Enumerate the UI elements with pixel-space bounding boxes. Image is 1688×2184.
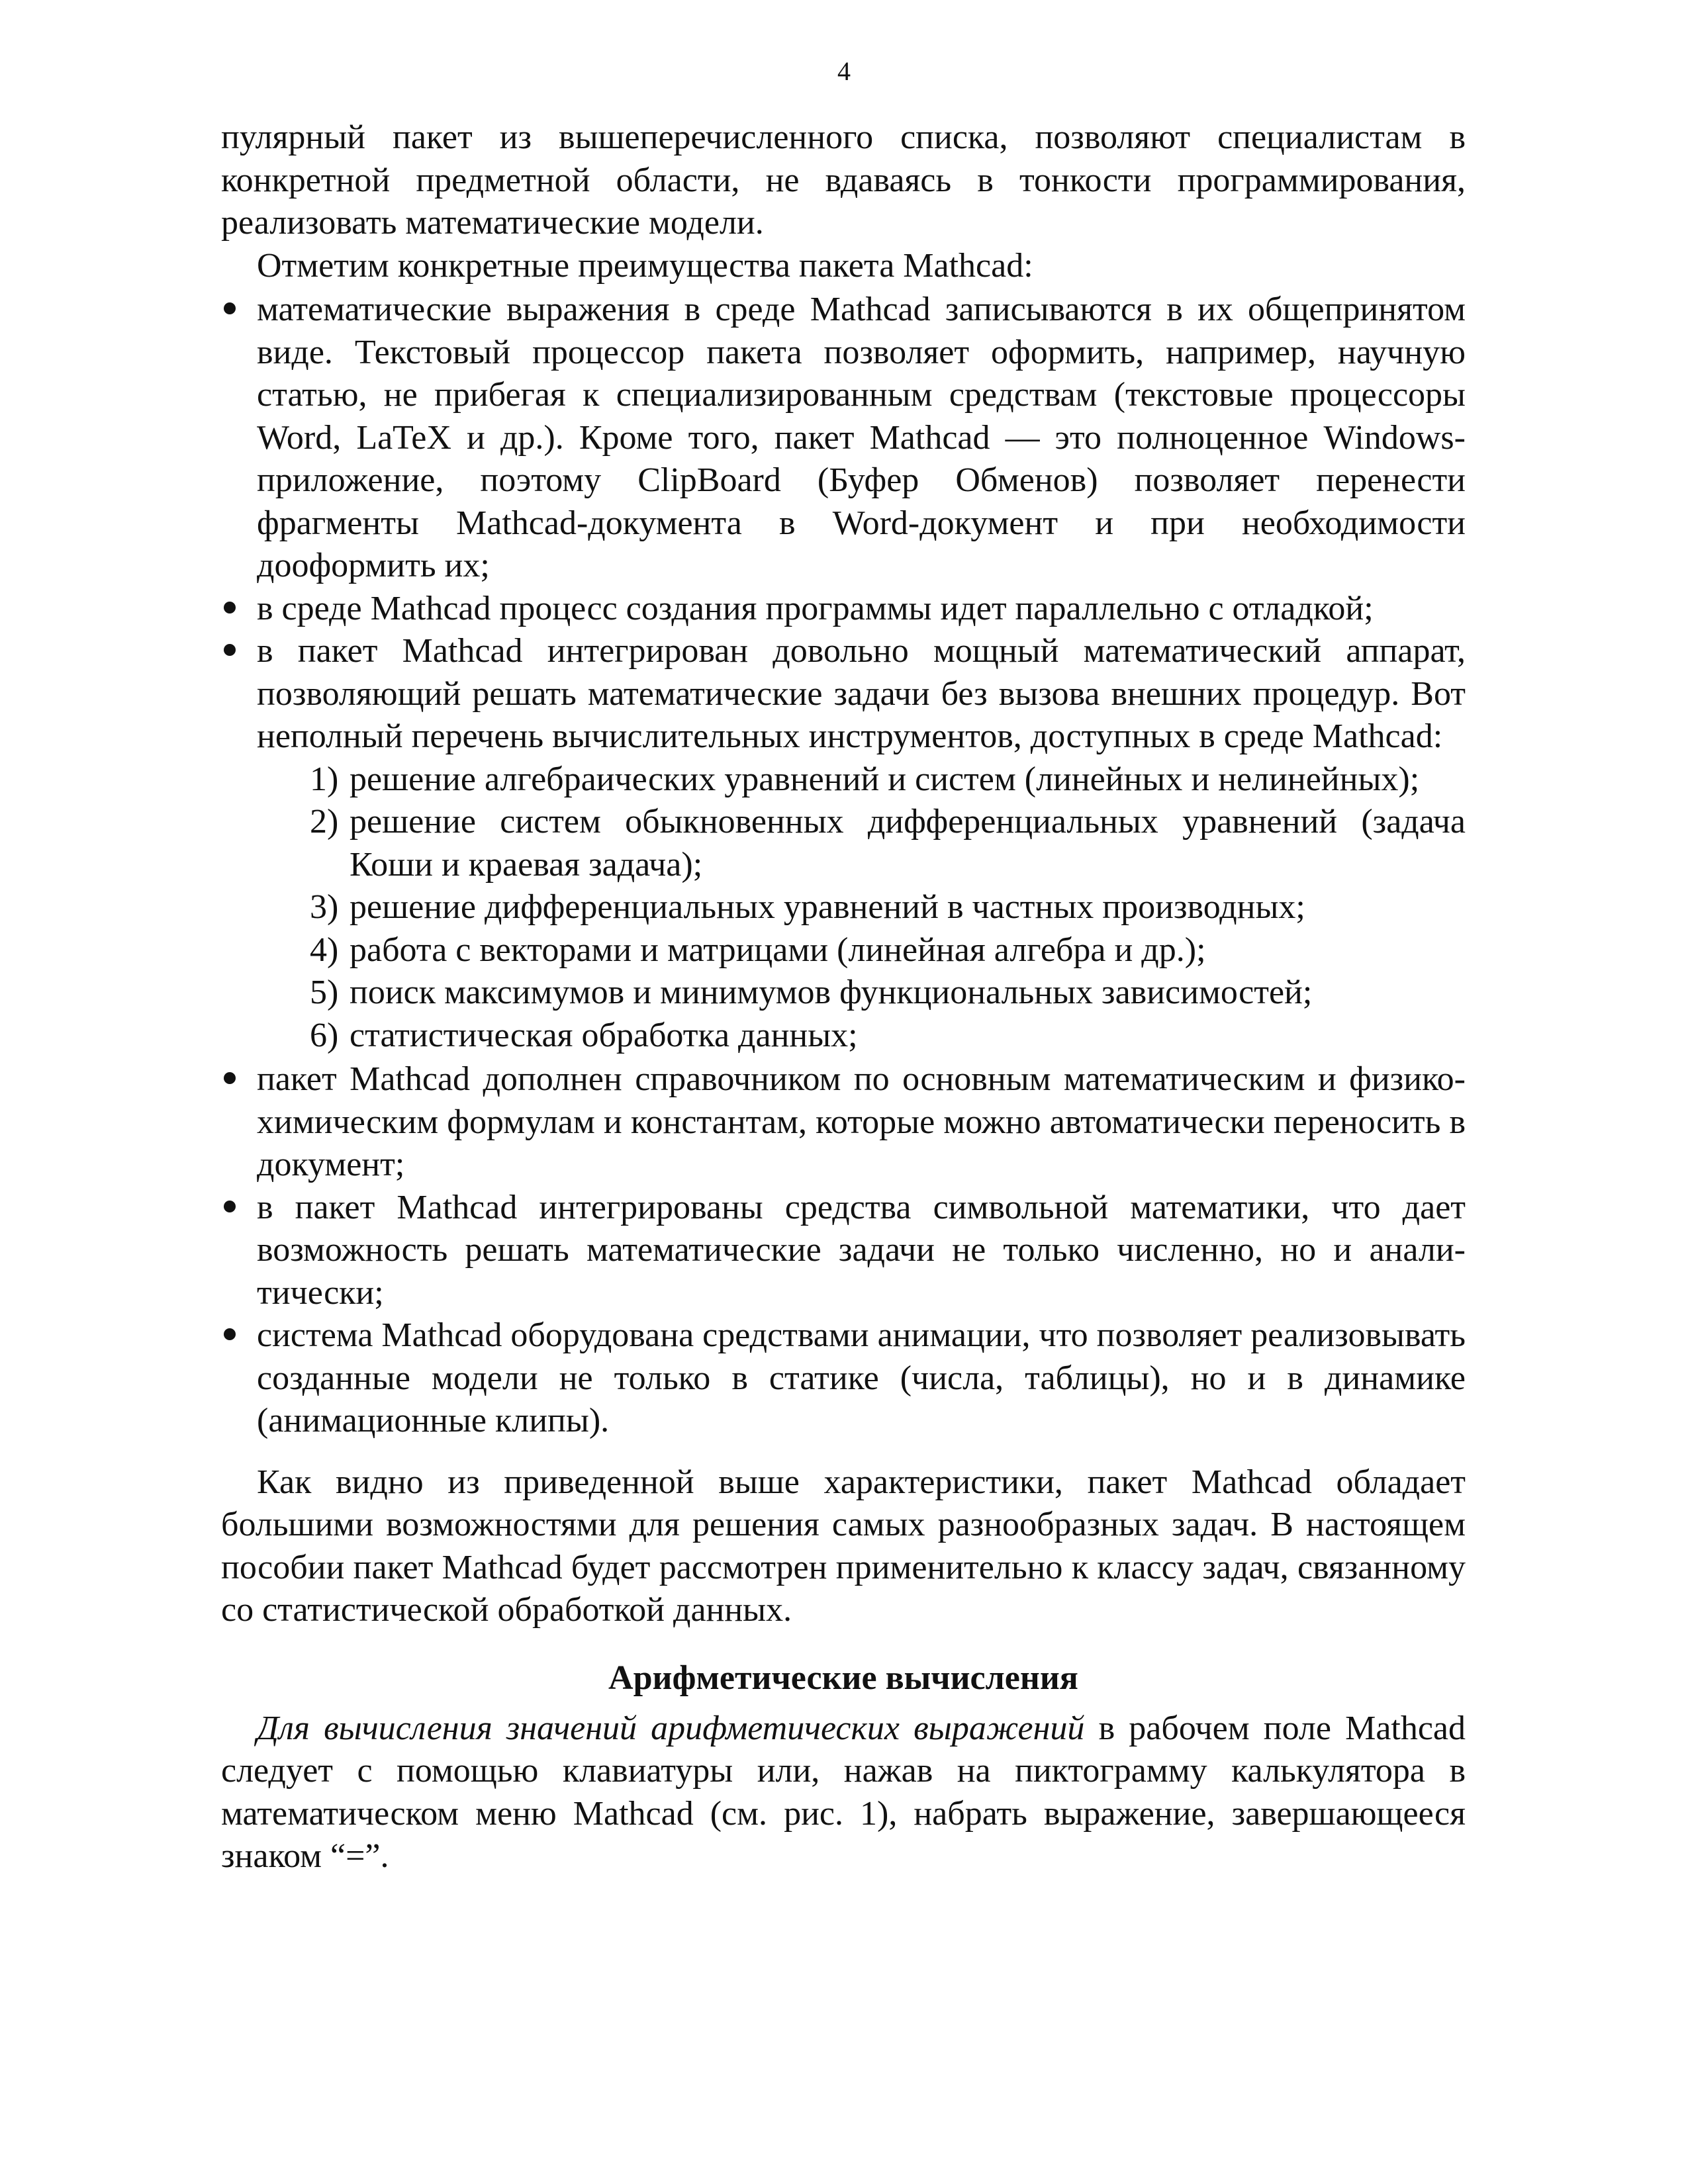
tools-list [221, 758, 1466, 1058]
list-item [221, 1058, 1466, 1187]
list-marker: 4) [310, 931, 339, 969]
list-text: поиск максимумов и минимумов функциональных зависимостей; [350, 974, 1313, 1011]
bullet-text: в пакет Mathcad интегрирован довольно мощный математический аппарат, позволяющий решать математические задачи без вызова внешних процедур. Вот неполный перечень вычислительных инструментов, доступных в среде Mathcad: [257, 632, 1466, 755]
page-content [221, 116, 1466, 1878]
advantages-list-continued [221, 1058, 1466, 1443]
bullet-text: пакет Mathcad дополнен справочником по основным математическим и физико-химическим формулам и константам, которые можно автоматически переносить в документ; [257, 1060, 1466, 1183]
bullet-icon [224, 602, 236, 614]
bullet-icon [224, 644, 236, 656]
bullet-text: в среде Mathcad процесс создания программы идет параллельно с отладкой; [257, 589, 1374, 627]
list-text: статистическая обработка данных; [350, 1016, 858, 1054]
bullet-icon [224, 1328, 236, 1340]
list-text: работа с векторами и матрицами (линейная алгебра и др.); [350, 931, 1206, 969]
list-item [310, 801, 1466, 886]
list-item [310, 929, 1466, 972]
list-text: решение дифференциальных уравнений в частных производных; [350, 888, 1305, 926]
section-paragraph [221, 1707, 1466, 1878]
list-text: решение алгебраических уравнений и систем (линейных и нелинейных); [350, 760, 1420, 798]
section-paragraph-text: в рабочем поле Mathcad следует с помощью клавиатуры или, нажав на пиктограмму калькулятора в математическом меню Mathcad (см. рис. 1), набрать выражение, завершающееся знаком “=”. [221, 1709, 1466, 1875]
list-item [221, 1314, 1466, 1443]
advantages-lead-paragraph: Отметим конкретные преимущества пакета Mathcad: [257, 246, 1033, 285]
page-number: 4 [837, 56, 851, 86]
list-item [310, 972, 1466, 1015]
list-item [221, 289, 1466, 588]
bullet-icon [224, 1072, 236, 1084]
list-item [310, 1015, 1466, 1058]
advantages-list [221, 289, 1466, 758]
section-heading: Арифметические вычисления [608, 1659, 1078, 1697]
bullet-text: математические выражения в среде Mathcad записываются в их общепринятом виде. Текстовый процессор пакета позволяет оформить, например, научную статью, не прибегая к специализированным средствам (текстовые процессоры Word, LaTeX и др.). Кроме того, пакет Mathcad — это полноценное Windows-приложение, поэтому ClipBoard (Буфер Обменов) позволяет перенести фрагменты Mathcad-документа в Word-документ и при необходимости дооформить их; [257, 291, 1466, 584]
bullet-icon [224, 302, 236, 314]
list-marker: 6) [310, 1016, 339, 1054]
bullet-text: система Mathcad оборудована средствами анимации, что позволяет реализовывать созданные модели не только в статике (числа, таблицы), но и в динамике (анимационные клипы). [257, 1316, 1466, 1439]
intro-paragraph: пулярный пакет из вышеперечисленного списка, позволяют специалистам в конкретной предметной области, не вдаваясь в тонкости программирования, реализовать математические модели. [221, 118, 1466, 242]
bullet-text: в пакет Mathcad интегрированы средства символьной математики, что дает возможность решать математические задачи не только численно, но и аналитически; [257, 1188, 1466, 1312]
list-item [221, 630, 1466, 758]
conclusion-paragraph: Как видно из приведенной выше характеристики, пакет Mathcad обладает большими возможностями для решения самых разнообразных задач. В настоящем пособии пакет Mathcad будет рассмотрен применительно к классу задач, связанному со статистической обработкой данных. [221, 1463, 1466, 1629]
list-item [310, 758, 1466, 801]
list-item [310, 886, 1466, 929]
list-marker: 5) [310, 974, 339, 1011]
list-item [221, 1187, 1466, 1315]
list-text: решение систем обыкновенных дифференциальных уравнений (задача Коши и краевая задача); [350, 803, 1466, 884]
list-marker: 2) [310, 803, 339, 841]
list-marker: 1) [310, 760, 339, 798]
bullet-icon [224, 1201, 236, 1212]
list-marker: 3) [310, 888, 339, 926]
list-item [221, 588, 1466, 631]
emphasized-term: Для вычисления значений арифметических выражений [257, 1709, 1085, 1747]
